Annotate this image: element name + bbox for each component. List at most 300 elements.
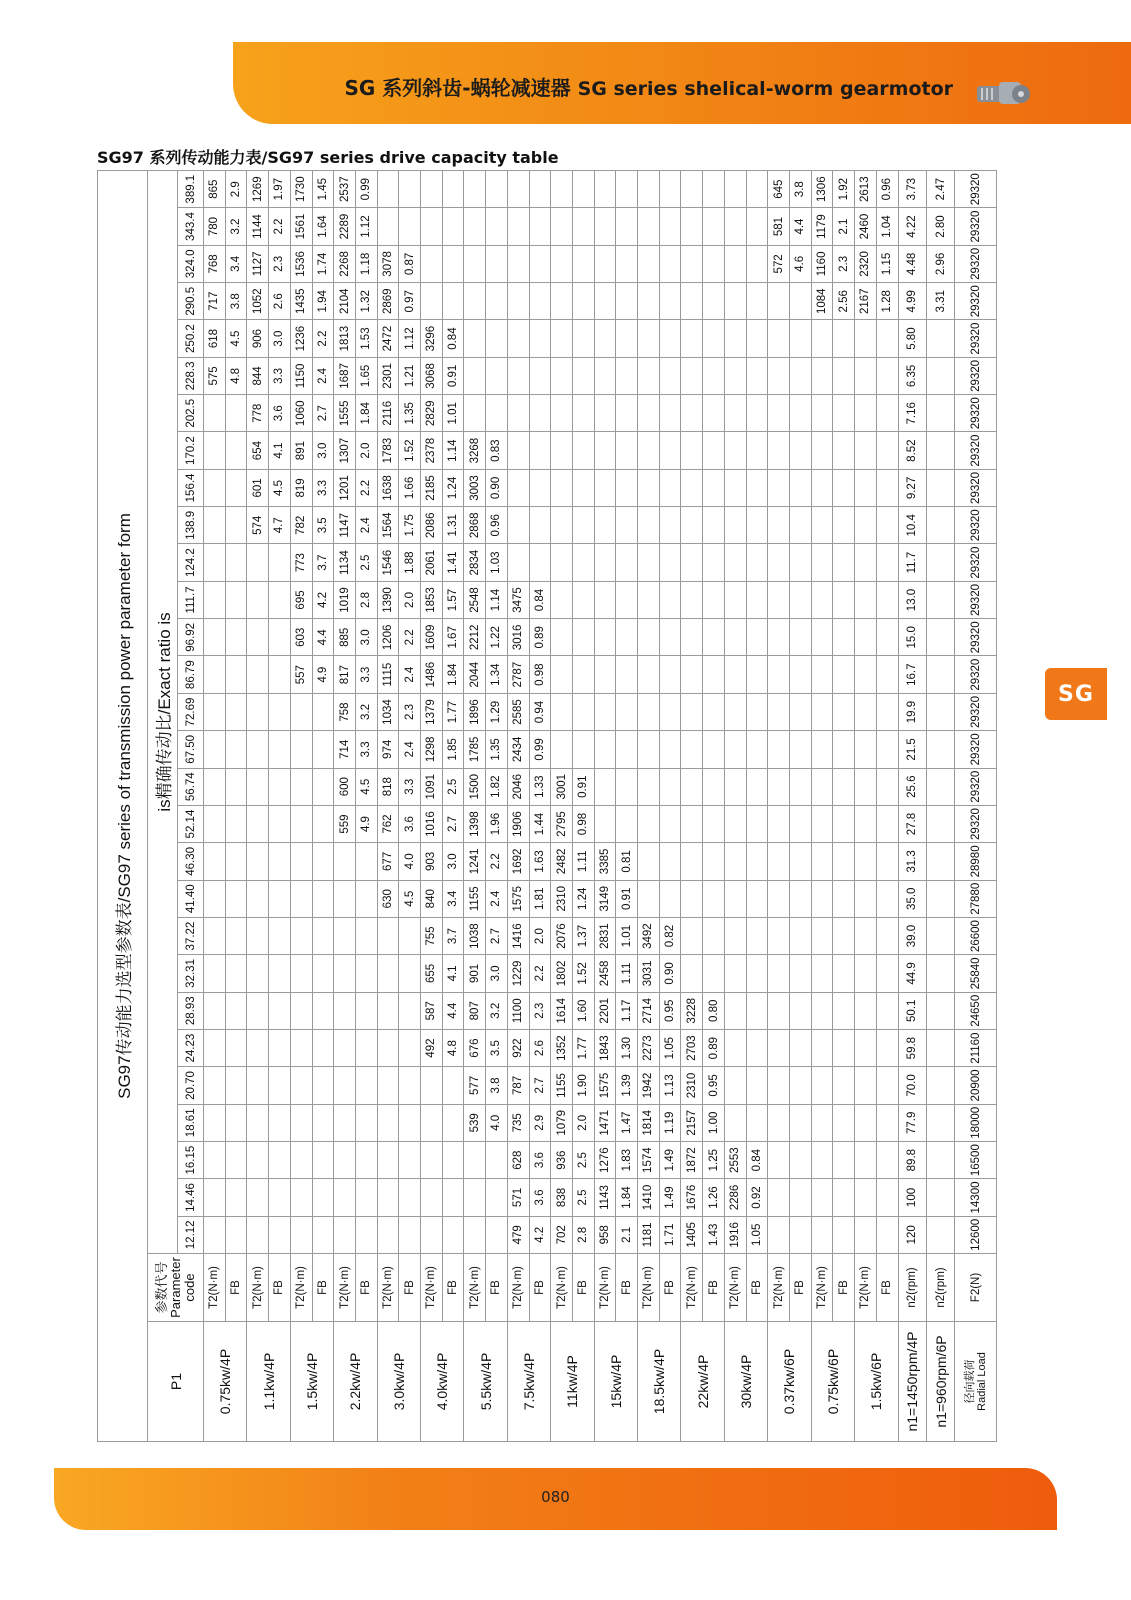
- footer-banner: [54, 1468, 1057, 1530]
- value-cell: [551, 656, 573, 693]
- value-cell: 2.3: [269, 245, 291, 282]
- value-cell: 29320: [955, 469, 997, 506]
- value-cell: [724, 208, 746, 245]
- code-cell: T2(N·m): [811, 1254, 833, 1322]
- value-cell: [290, 1141, 312, 1178]
- value-cell: [507, 171, 529, 208]
- value-cell: 3.8: [225, 283, 247, 320]
- value-cell: [724, 581, 746, 618]
- value-cell: 1692: [507, 843, 529, 880]
- value-cell: [876, 656, 898, 693]
- value-cell: [638, 395, 660, 432]
- value-cell: [681, 507, 703, 544]
- value-cell: [789, 395, 811, 432]
- value-cell: [746, 656, 768, 693]
- value-cell: 2104: [334, 283, 356, 320]
- value-cell: [421, 283, 443, 320]
- value-cell: [926, 1216, 954, 1253]
- value-cell: 1.30: [616, 1029, 638, 1066]
- value-cell: [855, 395, 877, 432]
- value-cell: [638, 432, 660, 469]
- value-cell: 1.74: [312, 245, 334, 282]
- ratio-cell: 202.5: [178, 395, 204, 432]
- value-cell: [204, 656, 226, 693]
- value-cell: [811, 843, 833, 880]
- table-row: [486, 171, 508, 1442]
- value-cell: [247, 880, 269, 917]
- value-cell: 1.92: [833, 171, 855, 208]
- value-cell: [855, 1179, 877, 1216]
- value-cell: 1687: [334, 357, 356, 394]
- value-cell: [442, 283, 464, 320]
- value-cell: [746, 693, 768, 730]
- value-cell: [659, 544, 681, 581]
- value-cell: 780: [204, 208, 226, 245]
- value-cell: 778: [247, 395, 269, 432]
- value-cell: [681, 731, 703, 768]
- value-cell: 120: [898, 1216, 926, 1253]
- value-cell: [421, 1179, 443, 1216]
- header-title-cn: SG 系列斜齿-蜗轮减速器: [344, 76, 571, 100]
- value-cell: [746, 245, 768, 282]
- value-cell: 1.25: [703, 1141, 725, 1178]
- value-cell: [377, 992, 399, 1029]
- radial-load-cn: 径向载荷: [963, 1359, 976, 1404]
- value-cell: [616, 469, 638, 506]
- value-cell: 0.87: [399, 245, 421, 282]
- value-cell: 1916: [724, 1216, 746, 1253]
- value-cell: [811, 768, 833, 805]
- value-cell: [855, 1141, 877, 1178]
- value-cell: [247, 1104, 269, 1141]
- value-cell: [681, 395, 703, 432]
- value-cell: [225, 1179, 247, 1216]
- value-cell: 0.89: [529, 619, 551, 656]
- value-cell: 958: [594, 1216, 616, 1253]
- value-cell: 16500: [955, 1141, 997, 1178]
- value-cell: [290, 731, 312, 768]
- value-cell: 571: [507, 1179, 529, 1216]
- value-cell: 1016: [421, 805, 443, 842]
- value-cell: 2.6: [269, 283, 291, 320]
- value-cell: [204, 768, 226, 805]
- value-cell: 2167: [855, 283, 877, 320]
- value-cell: [789, 955, 811, 992]
- value-cell: [334, 992, 356, 1029]
- ratio-cell: 67.50: [178, 731, 204, 768]
- value-cell: [703, 395, 725, 432]
- value-cell: 773: [290, 544, 312, 581]
- value-cell: [355, 955, 377, 992]
- value-cell: [855, 955, 877, 992]
- value-cell: 3016: [507, 619, 529, 656]
- value-cell: [876, 693, 898, 730]
- value-cell: [269, 693, 291, 730]
- ratio-cell: 96.92: [178, 619, 204, 656]
- table-row: [312, 171, 334, 1442]
- ratio-cell: 389.1: [178, 171, 204, 208]
- value-cell: [638, 320, 660, 357]
- value-cell: 3.0: [269, 320, 291, 357]
- value-cell: [594, 656, 616, 693]
- value-cell: [681, 357, 703, 394]
- value-cell: [768, 805, 790, 842]
- value-cell: [421, 1216, 443, 1253]
- value-cell: 4.2: [529, 1216, 551, 1253]
- radial-load-label: [955, 1322, 997, 1442]
- value-cell: 645: [768, 171, 790, 208]
- value-cell: [269, 955, 291, 992]
- value-cell: 0.92: [746, 1179, 768, 1216]
- ratio-cell: 37.22: [178, 917, 204, 954]
- value-cell: [247, 843, 269, 880]
- value-cell: [442, 1141, 464, 1178]
- value-cell: [659, 469, 681, 506]
- value-cell: [876, 768, 898, 805]
- value-cell: 2301: [377, 357, 399, 394]
- value-cell: 1.35: [486, 731, 508, 768]
- value-cell: 3296: [421, 320, 443, 357]
- value-cell: 1150: [290, 357, 312, 394]
- value-cell: 35.0: [898, 880, 926, 917]
- value-cell: 0.90: [486, 469, 508, 506]
- value-cell: 2613: [855, 171, 877, 208]
- value-cell: 1229: [507, 955, 529, 992]
- ratio-title: is精确传动比/Exact ratio is: [148, 171, 178, 1254]
- value-cell: 2.6: [529, 1029, 551, 1066]
- value-cell: [926, 619, 954, 656]
- value-cell: 618: [204, 320, 226, 357]
- param-label-cn: 参数代号: [153, 1261, 169, 1314]
- value-cell: 2.7: [442, 805, 464, 842]
- value-cell: [616, 693, 638, 730]
- value-cell: [768, 1104, 790, 1141]
- value-cell: [399, 1216, 421, 1253]
- value-cell: 1.44: [529, 805, 551, 842]
- value-cell: [464, 245, 486, 282]
- value-cell: [551, 208, 573, 245]
- value-cell: 1486: [421, 656, 443, 693]
- value-cell: 1144: [247, 208, 269, 245]
- value-cell: 1471: [594, 1104, 616, 1141]
- value-cell: 2.1: [616, 1216, 638, 1253]
- value-cell: 1.12: [355, 208, 377, 245]
- value-cell: [855, 1104, 877, 1141]
- page-number: 080: [541, 1488, 570, 1506]
- value-cell: 1546: [377, 544, 399, 581]
- value-cell: 50.1: [898, 992, 926, 1029]
- value-cell: 20900: [955, 1067, 997, 1104]
- value-cell: [876, 357, 898, 394]
- value-cell: 1379: [421, 693, 443, 730]
- value-cell: 3.6: [529, 1141, 551, 1178]
- value-cell: 29320: [955, 208, 997, 245]
- value-cell: 0.91: [572, 768, 594, 805]
- value-cell: [442, 1104, 464, 1141]
- value-cell: [551, 619, 573, 656]
- code-cell: T2(N·m): [334, 1254, 356, 1322]
- value-cell: 1638: [377, 469, 399, 506]
- value-cell: [876, 1029, 898, 1066]
- value-cell: 2.0: [529, 917, 551, 954]
- value-cell: 676: [464, 1029, 486, 1066]
- value-cell: [703, 768, 725, 805]
- value-cell: [247, 1179, 269, 1216]
- value-cell: [204, 395, 226, 432]
- value-cell: [724, 357, 746, 394]
- value-cell: [616, 544, 638, 581]
- value-cell: [551, 544, 573, 581]
- value-cell: [724, 1029, 746, 1066]
- param-label-en: Parameter: [167, 1257, 183, 1318]
- value-cell: [421, 208, 443, 245]
- value-cell: [225, 656, 247, 693]
- value-cell: 1306: [811, 171, 833, 208]
- value-cell: [724, 656, 746, 693]
- value-cell: 3.3: [355, 656, 377, 693]
- value-cell: 3031: [638, 955, 660, 992]
- value-cell: [529, 283, 551, 320]
- value-cell: [551, 395, 573, 432]
- value-cell: 1.77: [442, 693, 464, 730]
- value-cell: 1.24: [442, 469, 464, 506]
- value-cell: 1614: [551, 992, 573, 1029]
- value-cell: [529, 395, 551, 432]
- value-cell: [789, 357, 811, 394]
- value-cell: [312, 1029, 334, 1066]
- value-cell: [551, 469, 573, 506]
- value-cell: [594, 731, 616, 768]
- value-cell: 4.99: [898, 283, 926, 320]
- value-cell: [833, 507, 855, 544]
- value-cell: 1.83: [616, 1141, 638, 1178]
- value-cell: [204, 1216, 226, 1253]
- value-cell: [855, 1067, 877, 1104]
- value-cell: [572, 581, 594, 618]
- value-cell: [594, 208, 616, 245]
- value-cell: [334, 1141, 356, 1178]
- value-cell: 4.1: [269, 432, 291, 469]
- value-cell: 3.6: [399, 805, 421, 842]
- value-cell: [312, 1216, 334, 1253]
- value-cell: 2157: [681, 1104, 703, 1141]
- value-cell: [926, 469, 954, 506]
- table-row: [855, 171, 877, 1442]
- side-tab-sg[interactable]: [1045, 668, 1107, 720]
- code-cell: FB: [225, 1254, 247, 1322]
- table-row: [768, 171, 790, 1442]
- value-cell: 0.97: [399, 283, 421, 320]
- value-cell: [703, 208, 725, 245]
- value-cell: 3268: [464, 432, 486, 469]
- value-cell: [638, 843, 660, 880]
- value-cell: [486, 1179, 508, 1216]
- value-cell: [659, 843, 681, 880]
- value-cell: 807: [464, 992, 486, 1029]
- value-cell: [204, 469, 226, 506]
- value-cell: [876, 507, 898, 544]
- value-cell: [312, 768, 334, 805]
- power-cell: n1=1450rpm/4P: [898, 1322, 926, 1442]
- value-cell: [876, 992, 898, 1029]
- value-cell: [789, 1067, 811, 1104]
- value-cell: 2787: [507, 656, 529, 693]
- value-cell: 628: [507, 1141, 529, 1178]
- value-cell: 1.67: [442, 619, 464, 656]
- value-cell: [789, 432, 811, 469]
- value-cell: 29320: [955, 395, 997, 432]
- value-cell: 1942: [638, 1067, 660, 1104]
- value-cell: 1575: [594, 1067, 616, 1104]
- value-cell: [225, 1141, 247, 1178]
- value-cell: 1.82: [486, 768, 508, 805]
- value-cell: [926, 320, 954, 357]
- value-cell: 2320: [855, 245, 877, 282]
- value-cell: 3.0: [486, 955, 508, 992]
- value-cell: [594, 357, 616, 394]
- value-cell: [659, 581, 681, 618]
- value-cell: 1.35: [399, 395, 421, 432]
- value-cell: [225, 992, 247, 1029]
- value-cell: 1410: [638, 1179, 660, 1216]
- value-cell: [768, 507, 790, 544]
- table-row: [876, 171, 898, 1442]
- value-cell: 2703: [681, 1029, 703, 1066]
- value-cell: [377, 1029, 399, 1066]
- value-cell: [789, 320, 811, 357]
- value-cell: [833, 1141, 855, 1178]
- code-cell: T2(N·m): [594, 1254, 616, 1322]
- value-cell: [529, 507, 551, 544]
- value-cell: [659, 245, 681, 282]
- value-cell: [225, 768, 247, 805]
- value-cell: [724, 432, 746, 469]
- value-cell: 2116: [377, 395, 399, 432]
- value-cell: [855, 917, 877, 954]
- value-cell: 2289: [334, 208, 356, 245]
- value-cell: 3.4: [225, 245, 247, 282]
- value-cell: 782: [290, 507, 312, 544]
- code-cell: T2(N·m): [377, 1254, 399, 1322]
- ratio-cell: 16.15: [178, 1141, 204, 1178]
- table-row: [926, 171, 954, 1442]
- value-cell: 14300: [955, 1179, 997, 1216]
- value-cell: [703, 544, 725, 581]
- value-cell: [703, 357, 725, 394]
- value-cell: [594, 544, 616, 581]
- value-cell: 1.39: [616, 1067, 638, 1104]
- value-cell: 2061: [421, 544, 443, 581]
- param-label-en: code: [181, 1273, 197, 1302]
- power-cell: 4.0kw/4P: [421, 1322, 464, 1442]
- value-cell: 587: [421, 992, 443, 1029]
- value-cell: 1.57: [442, 581, 464, 618]
- table-row: [955, 171, 997, 1442]
- value-cell: [290, 693, 312, 730]
- value-cell: [442, 1067, 464, 1104]
- value-cell: 1241: [464, 843, 486, 880]
- value-cell: [768, 992, 790, 1029]
- value-cell: [855, 544, 877, 581]
- value-cell: [681, 245, 703, 282]
- value-cell: 574: [247, 507, 269, 544]
- value-cell: 2046: [507, 768, 529, 805]
- value-cell: [789, 507, 811, 544]
- value-cell: [746, 171, 768, 208]
- value-cell: 2434: [507, 731, 529, 768]
- value-cell: 1052: [247, 283, 269, 320]
- value-cell: [746, 768, 768, 805]
- value-cell: [681, 320, 703, 357]
- value-cell: 654: [247, 432, 269, 469]
- value-cell: [811, 395, 833, 432]
- value-cell: [811, 955, 833, 992]
- value-cell: [789, 880, 811, 917]
- value-cell: [703, 843, 725, 880]
- value-cell: [594, 619, 616, 656]
- value-cell: 1.34: [486, 656, 508, 693]
- value-cell: [724, 395, 746, 432]
- value-cell: [638, 731, 660, 768]
- code-cell: T2(N·m): [551, 1254, 573, 1322]
- value-cell: 885: [334, 619, 356, 656]
- value-cell: [247, 693, 269, 730]
- value-cell: 3.31: [926, 283, 954, 320]
- value-cell: 1843: [594, 1029, 616, 1066]
- value-cell: [811, 581, 833, 618]
- value-cell: [833, 992, 855, 1029]
- table-row: [377, 171, 399, 1442]
- value-cell: [746, 992, 768, 1029]
- value-cell: 0.99: [355, 171, 377, 208]
- value-cell: 1181: [638, 1216, 660, 1253]
- ratio-cell: 24.23: [178, 1029, 204, 1066]
- value-cell: 2.9: [225, 171, 247, 208]
- table-row: [355, 171, 377, 1442]
- value-cell: [399, 1029, 421, 1066]
- value-cell: 2795: [551, 805, 573, 842]
- value-cell: 1.05: [659, 1029, 681, 1066]
- value-cell: 2.9: [529, 1104, 551, 1141]
- value-cell: [572, 432, 594, 469]
- value-cell: [724, 805, 746, 842]
- value-cell: 2.2: [312, 320, 334, 357]
- value-cell: [876, 917, 898, 954]
- value-cell: 24650: [955, 992, 997, 1029]
- value-cell: [377, 1104, 399, 1141]
- value-cell: 819: [290, 469, 312, 506]
- code-cell: FB: [703, 1254, 725, 1322]
- value-cell: 29320: [955, 619, 997, 656]
- value-cell: 1.41: [442, 544, 464, 581]
- value-cell: [876, 1216, 898, 1253]
- value-cell: [464, 283, 486, 320]
- value-cell: 2553: [724, 1141, 746, 1178]
- value-cell: [833, 1104, 855, 1141]
- value-cell: 21160: [955, 1029, 997, 1066]
- value-cell: [312, 1067, 334, 1104]
- value-cell: 1802: [551, 955, 573, 992]
- value-cell: 1.66: [399, 469, 421, 506]
- code-cell: T2(N·m): [768, 1254, 790, 1322]
- value-cell: 3385: [594, 843, 616, 880]
- value-cell: [507, 357, 529, 394]
- value-cell: 1555: [334, 395, 356, 432]
- value-cell: [789, 619, 811, 656]
- value-cell: 0.84: [529, 581, 551, 618]
- value-cell: [926, 1067, 954, 1104]
- value-cell: [855, 432, 877, 469]
